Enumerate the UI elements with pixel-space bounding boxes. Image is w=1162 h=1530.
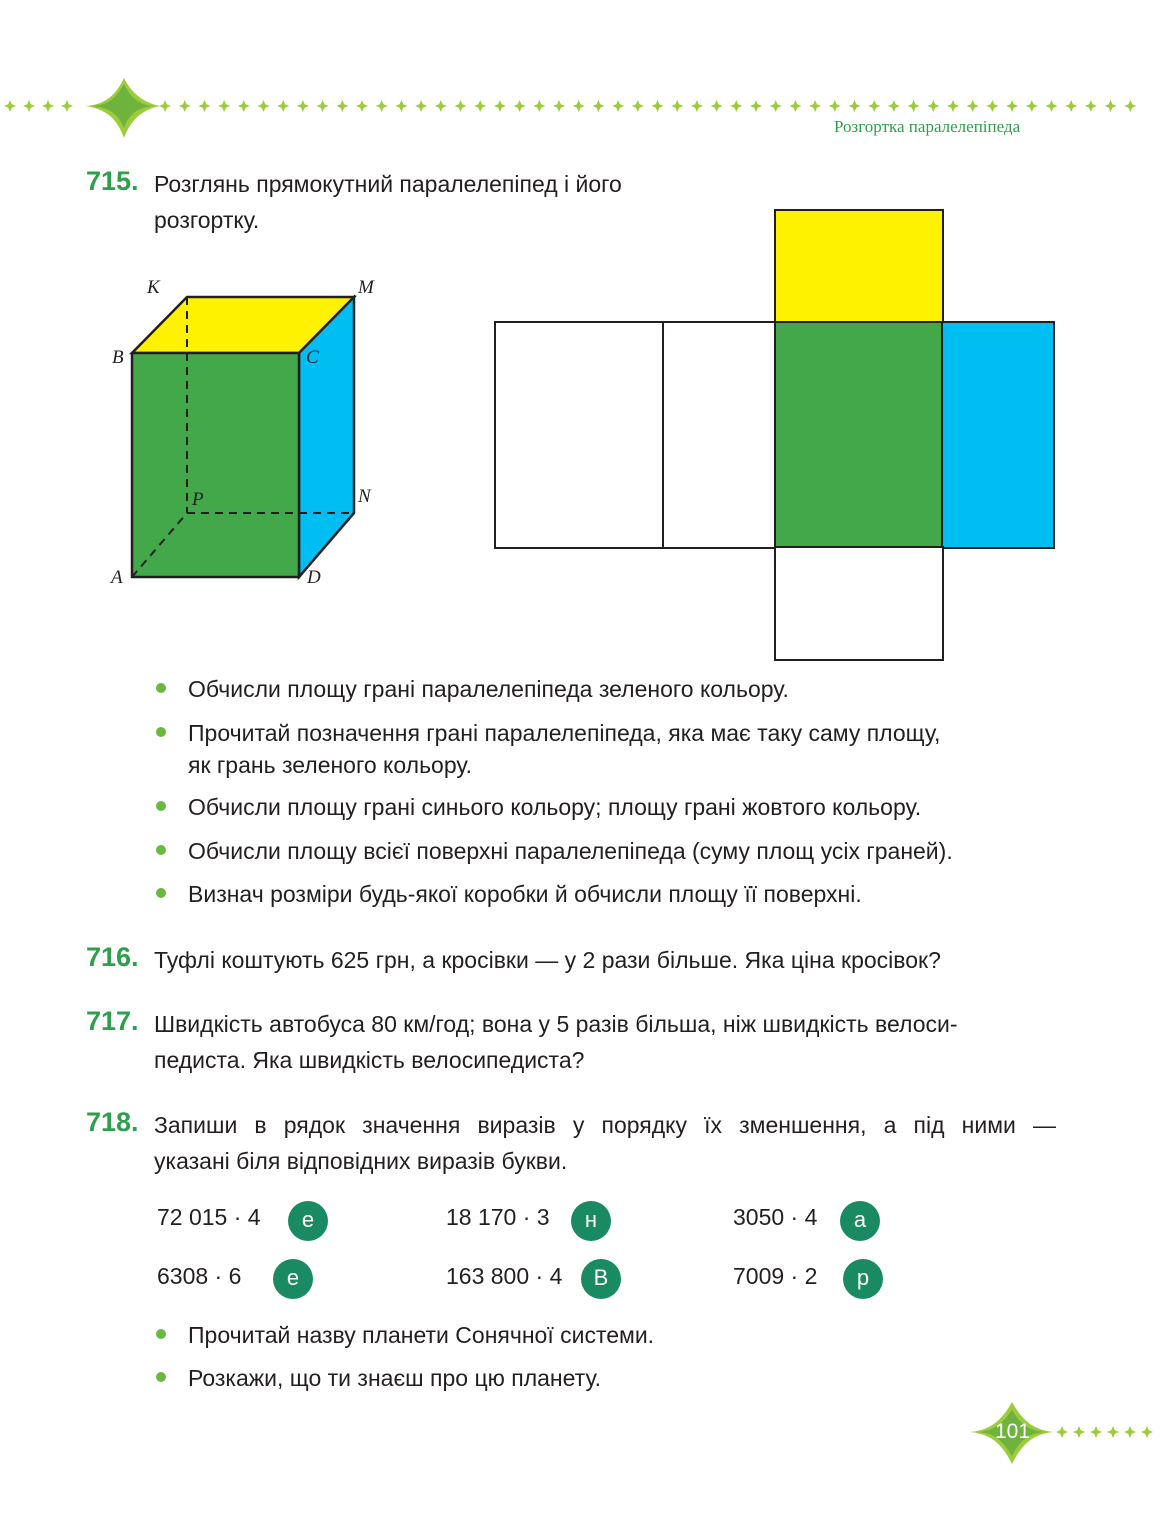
ornament-star-icon — [947, 100, 959, 112]
parallelepiped-figure — [100, 270, 400, 600]
ornament-star-icon — [494, 100, 506, 112]
ornament-star-icon — [4, 100, 16, 112]
expression-3: 3050 · 4 — [733, 1204, 818, 1230]
expression-6: 7009 · 2 — [733, 1263, 818, 1289]
front-face-green — [132, 353, 299, 577]
task-718-number: 718. — [86, 1107, 139, 1137]
task-715-number: 715. — [86, 166, 139, 196]
expression-5: 163 800 · 4 — [446, 1263, 563, 1289]
ornament-star-icon — [1046, 100, 1058, 112]
task-717-text-line1: Швидкість автобуса 80 км/год; вона у 5 разів більша, ніж швидкість велоси- — [154, 1011, 958, 1037]
task-715-bullet-2: Прочитай позначення грані паралелепіпеда, яка має таку саму площу, як грань зеленого кольору. — [156, 717, 1088, 781]
ornament-star-icon — [258, 100, 270, 112]
task-716-number: 716. — [86, 942, 139, 972]
letter-badge-2: н — [571, 1201, 611, 1241]
ornament-star-icon — [553, 100, 565, 112]
expression-4: 6308 · 6 — [157, 1263, 242, 1289]
ornament-star-icon — [277, 100, 289, 112]
ornament-star-icon — [435, 100, 447, 112]
ornament-star-icon — [1085, 100, 1097, 112]
ornament-star-icon — [592, 100, 604, 112]
page-number-ornament — [960, 1398, 1162, 1468]
task-716-text: Туфлі коштують 625 грн, а кросівки — у 2 рази більше. Яка ціна кросівок? — [154, 947, 941, 973]
ornament-star-icon — [415, 100, 427, 112]
ornament-star-icon — [1090, 1426, 1102, 1438]
ornament-star-icon — [632, 100, 644, 112]
ornament-star-icon — [336, 100, 348, 112]
ornament-star-icon — [514, 100, 526, 112]
task-715-text-line1: Розглянь прямокутний паралелепіпед і його — [154, 171, 622, 197]
net-face-white-left — [494, 321, 665, 549]
ornament-star-icon — [42, 100, 54, 112]
vertex-label-c: C — [306, 347, 319, 368]
task-718-bullet-2: Розкажи, що ти знаєш про цю планету. — [156, 1362, 1088, 1394]
expression-1: 72 015 · 4 — [157, 1204, 261, 1230]
ornament-star-icon — [986, 100, 998, 112]
ornament-star-icon — [376, 100, 388, 112]
letter-badge-5: В — [581, 1259, 621, 1299]
ornament-star-icon — [297, 100, 309, 112]
net-face-white-middle — [662, 321, 777, 549]
task-715-bullet-5: Визнач розміри будь-якої коробки й обчисли площу її поверхні. — [156, 878, 1088, 910]
vertex-label-n: N — [358, 486, 371, 507]
ornament-star-icon — [888, 100, 900, 112]
net-face-green — [774, 321, 944, 549]
ornament-star-icon — [179, 100, 191, 112]
ornament-star-icon — [455, 100, 467, 112]
ornament-star-icon — [533, 100, 545, 112]
task-718-text-line2: указані біля відповідних виразів букви. — [154, 1148, 568, 1174]
ornament-star-icon — [809, 100, 821, 112]
task-718-bullet-1: Прочитай назву планети Сонячної системи. — [156, 1319, 1088, 1351]
ornament-star-icon — [159, 100, 171, 112]
ornament-star-icon — [1073, 1426, 1085, 1438]
ornament-star-icon — [1124, 1426, 1136, 1438]
ornament-star-icon — [61, 100, 73, 112]
vertex-label-a: A — [111, 567, 123, 588]
ornament-star-icon — [317, 100, 329, 112]
task-715-text-line2: розгортку. — [154, 207, 260, 233]
vertex-label-p: P — [192, 489, 204, 510]
ornament-star-icon — [1065, 100, 1077, 112]
ornament-star-icon — [1105, 100, 1117, 112]
page-number: 101 — [995, 1420, 1031, 1443]
task-718-text-line1: Запиши в рядок значення виразів у порядку їх зменшення, а під ними — — [154, 1112, 1056, 1138]
ornament-star-icon — [238, 100, 250, 112]
ornament-star-icon — [691, 100, 703, 112]
ornament-star-icon — [23, 100, 35, 112]
task-717-number: 717. — [86, 1006, 139, 1036]
ornament-star-icon — [1006, 100, 1018, 112]
ornament-star-icon — [849, 100, 861, 112]
ornament-star-icon — [908, 100, 920, 112]
letter-badge-3: а — [840, 1201, 880, 1241]
ornament-star-icon — [927, 100, 939, 112]
ornament-star-icon — [1026, 100, 1038, 112]
task-715-bullet-1: Обчисли площу грані паралелепіпеда зеленого кольору. — [156, 673, 1088, 705]
task-715-bullet-4: Обчисли площу всієї поверхні паралелепіпеда (суму площ усіх граней). — [156, 835, 1088, 867]
ornament-star-icon — [395, 100, 407, 112]
ornament-star-icon — [1124, 100, 1136, 112]
vertex-label-k: K — [147, 277, 160, 298]
task-715-bullet-3: Обчисли площу грані синього кольору; площу грані жовтого кольору. — [156, 791, 1088, 823]
ornament-star-icon — [770, 100, 782, 112]
ornament-star-icon — [612, 100, 624, 112]
task-717-text-line2: педиста. Яка швидкість велосипедиста? — [154, 1047, 585, 1073]
ornament-star-icon — [218, 100, 230, 112]
vertex-label-d: D — [307, 567, 321, 588]
net-face-yellow — [774, 209, 944, 324]
letter-badge-1: е — [288, 1201, 328, 1241]
ornament-star-icon — [1056, 1426, 1068, 1438]
letter-badge-4: е — [273, 1259, 313, 1299]
ornament-star-icon — [356, 100, 368, 112]
ornament-star-icon — [829, 100, 841, 112]
ornament-star-icon — [652, 100, 664, 112]
ornament-star-icon — [474, 100, 486, 112]
expression-2: 18 170 · 3 — [446, 1204, 550, 1230]
net-face-white-bottom — [774, 546, 944, 661]
ornament-star-icon — [730, 100, 742, 112]
ornament-star-icon — [711, 100, 723, 112]
ornament-star-icon — [573, 100, 585, 112]
ornament-star-icon — [789, 100, 801, 112]
ornament-star-icon — [1107, 1426, 1119, 1438]
net-face-blue — [941, 321, 1055, 549]
ornament-star-icon — [198, 100, 210, 112]
ornament-star-icon — [967, 100, 979, 112]
vertex-label-m: M — [358, 277, 374, 298]
ornament-star-icon — [868, 100, 880, 112]
vertex-label-b: B — [112, 347, 124, 368]
letter-badge-6: р — [843, 1259, 883, 1299]
ornament-star-icon — [750, 100, 762, 112]
ornament-star-icon — [1141, 1426, 1153, 1438]
section-title: Розгортка паралелепіпеда — [834, 117, 1021, 136]
ornament-star-icon — [671, 100, 683, 112]
